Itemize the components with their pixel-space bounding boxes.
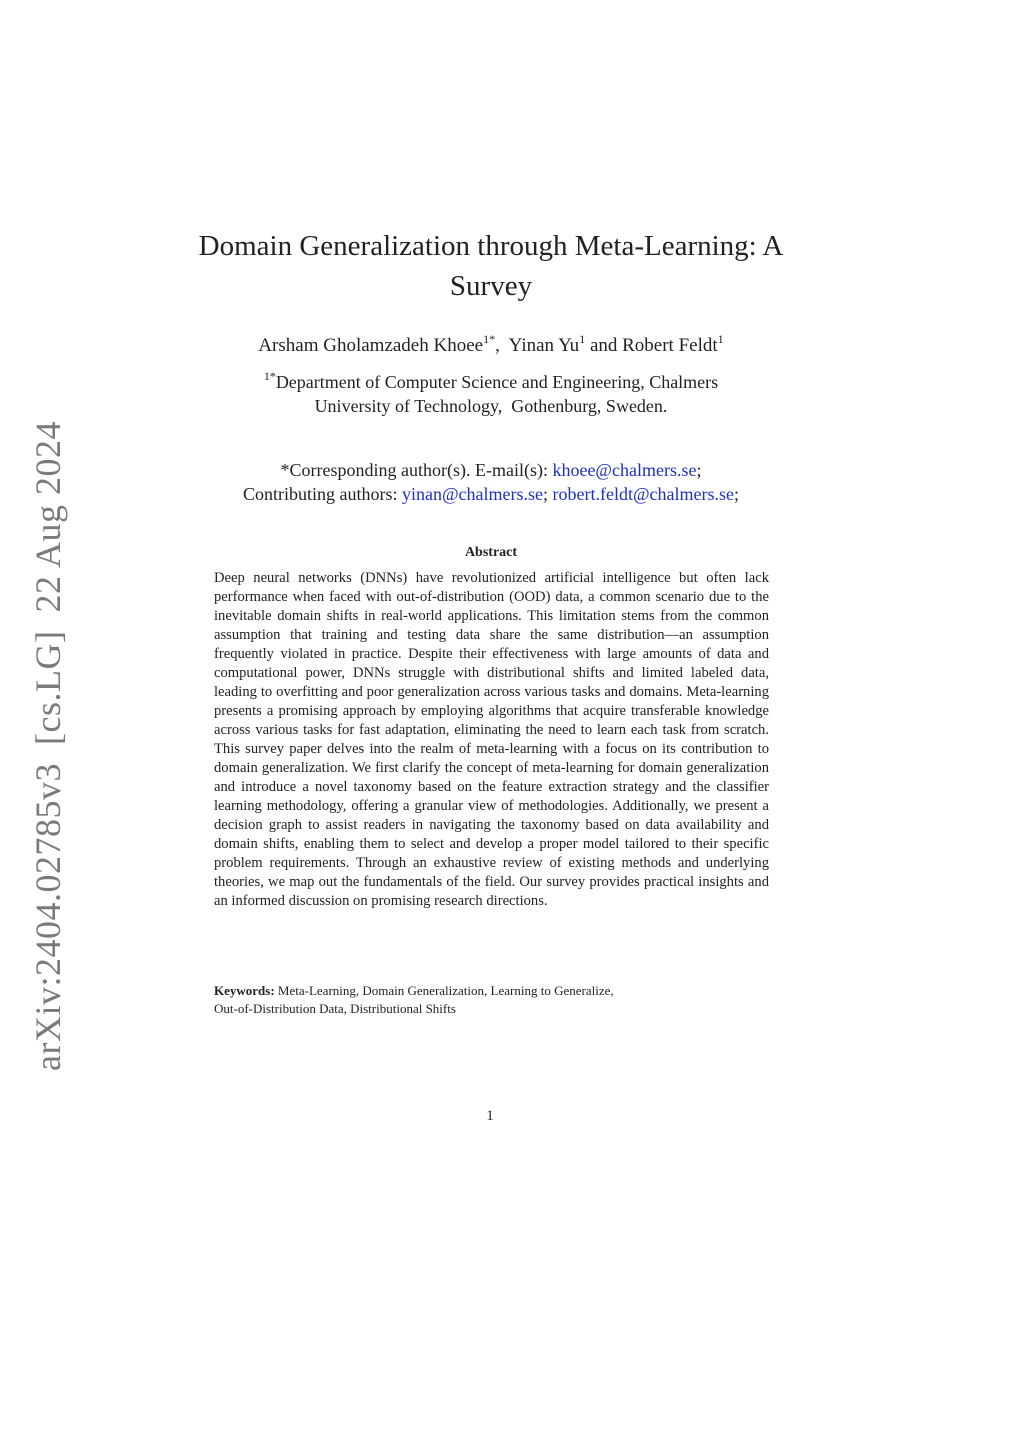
contributing-email-link[interactable]: yinan@chalmers.se	[401, 484, 543, 504]
arxiv-identifier-stamp	[27, 421, 69, 1071]
punctuation: ;	[542, 484, 553, 504]
author-list	[190, 333, 792, 359]
affiliation-mark: 1*	[263, 369, 276, 383]
keywords-list: Meta-Learning, Domain Generalization, Learning to Generalize,	[277, 983, 614, 998]
author-name: Robert Feldt	[622, 335, 718, 356]
correspondence-block	[190, 458, 792, 506]
punctuation: ;	[734, 484, 740, 504]
page-number: 1	[486, 1108, 494, 1124]
keywords-label: Keywords:	[214, 983, 275, 998]
author-name: Yinan Yu	[508, 335, 580, 356]
arxiv-date: 22 Aug 2024	[28, 421, 68, 613]
author-affiliation-mark: 1*	[483, 332, 496, 346]
paper-title	[190, 226, 792, 306]
author-affiliation-mark: 1	[579, 332, 586, 346]
contributing-email-link[interactable]: robert.feldt@chalmers.se	[552, 484, 735, 504]
contributing-label: Contributing authors:	[242, 484, 402, 504]
corresponding-email-link[interactable]: khoee@chalmers.se	[552, 460, 697, 480]
author-affiliation-mark: 1	[717, 332, 724, 346]
author-separator: and	[585, 335, 623, 356]
author-name: Arsham Gholamzadeh Khoee	[258, 335, 484, 356]
arxiv-category: [cs.LG]	[28, 630, 68, 745]
affiliation-block	[190, 370, 792, 418]
abstract-heading: Abstract	[464, 545, 518, 560]
punctuation: ;	[696, 460, 702, 480]
author-separator: ,	[495, 335, 509, 356]
affiliation-line-1: Department of Computer Science and Engineering, Chalmers	[275, 372, 719, 392]
affiliation-line-2: University of Technology, Gothenburg, Sweden.	[314, 396, 668, 416]
abstract-text: Deep neural networks (DNNs) have revolutionized artificial intelligence but often lack performance when faced with out-of-distribution (OOD) data, a common scenario due to the inevitable domain shifts in real-world applications. This limitation stems from the common assumption that training and testing data share the same distribution—an assumption frequently violated in practice. Despite their effectiveness with large amounts of data and computational power, DNNs struggle with distributional shifts and limited labeled data, leading to overfitting and poor generalization across various tasks and domains. Meta-learning presents a promising approach by employing algorithms that acquire transferable knowledge across various tasks for fast adaptation, eliminating the need to learn each task from scratch. This survey paper delves into the realm of meta-learning with a focus on its contribution to domain generalization. We first clarify the concept of meta-learning for domain generalization and introduce a novel taxonomy based on the feature extraction strategy and the classifier learning methodology, offering a granular view of methodologies. Additionally, we present a decision graph to assist readers in navigating the taxonomy based on data availability and domain shifts, enabling them to select and develop a proper model tailored to their specific problem requirements. Through an exhaustive review of existing methods and underlying theories, we map out the fundamentals of the field. Our survey provides practical insights and an informed discussion on promising research directions.	[214, 570, 769, 909]
title-line-2: Survey	[449, 270, 533, 302]
arxiv-id: arXiv:2404.02785v3	[28, 763, 68, 1071]
keywords-list-continued: Out-of-Distribution Data, Distributional Shifts	[214, 1001, 456, 1016]
title-line-1: Domain Generalization through Meta-Learning: A	[198, 230, 784, 262]
keywords-block	[214, 982, 769, 1018]
corresponding-label: *Corresponding author(s). E-mail(s):	[280, 460, 553, 480]
